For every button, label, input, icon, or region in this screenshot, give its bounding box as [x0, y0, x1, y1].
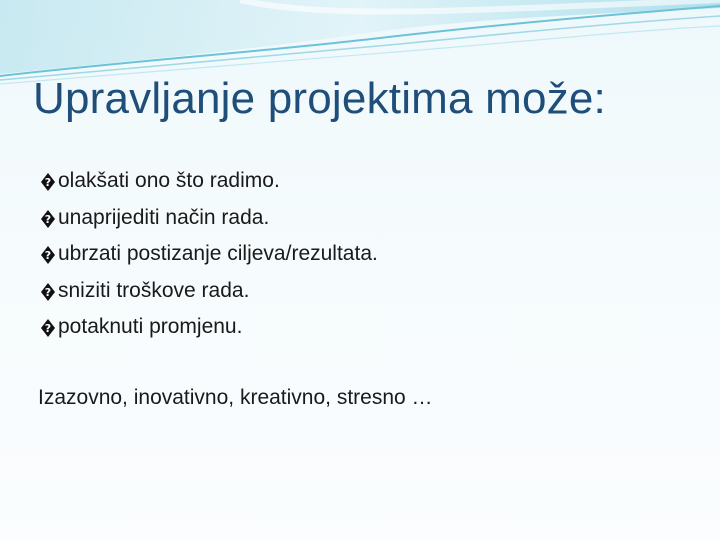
list-item	[40, 273, 378, 310]
replacement-character-icon	[40, 245, 56, 265]
slide-title: Upravljanje projektima može:	[33, 74, 606, 123]
list-item	[40, 200, 378, 237]
tagline: Izazovno, inovativno, kreativno, stresno …	[38, 386, 433, 409]
replacement-character-icon	[40, 209, 56, 229]
bullet-list	[40, 163, 378, 346]
svg-text:?: ?	[44, 249, 52, 263]
bullet-text: sniziti troškove rada.	[58, 278, 250, 302]
svg-text:?: ?	[44, 322, 52, 336]
replacement-character-icon	[40, 282, 56, 302]
svg-text:?: ?	[44, 176, 52, 190]
replacement-character-icon	[40, 172, 56, 192]
list-item	[40, 309, 378, 346]
bullet-text: olakšati ono što radimo.	[58, 169, 280, 193]
list-item	[40, 163, 378, 200]
bullet-text: ubrzati postizanje ciljeva/rezultata.	[58, 242, 378, 266]
bullet-text: potaknuti promjenu.	[58, 315, 243, 339]
replacement-character-icon	[40, 318, 56, 338]
svg-text:?: ?	[44, 285, 52, 299]
list-item	[40, 236, 378, 273]
bullet-text: unaprijediti način rada.	[58, 205, 270, 229]
svg-text:?: ?	[44, 212, 52, 226]
